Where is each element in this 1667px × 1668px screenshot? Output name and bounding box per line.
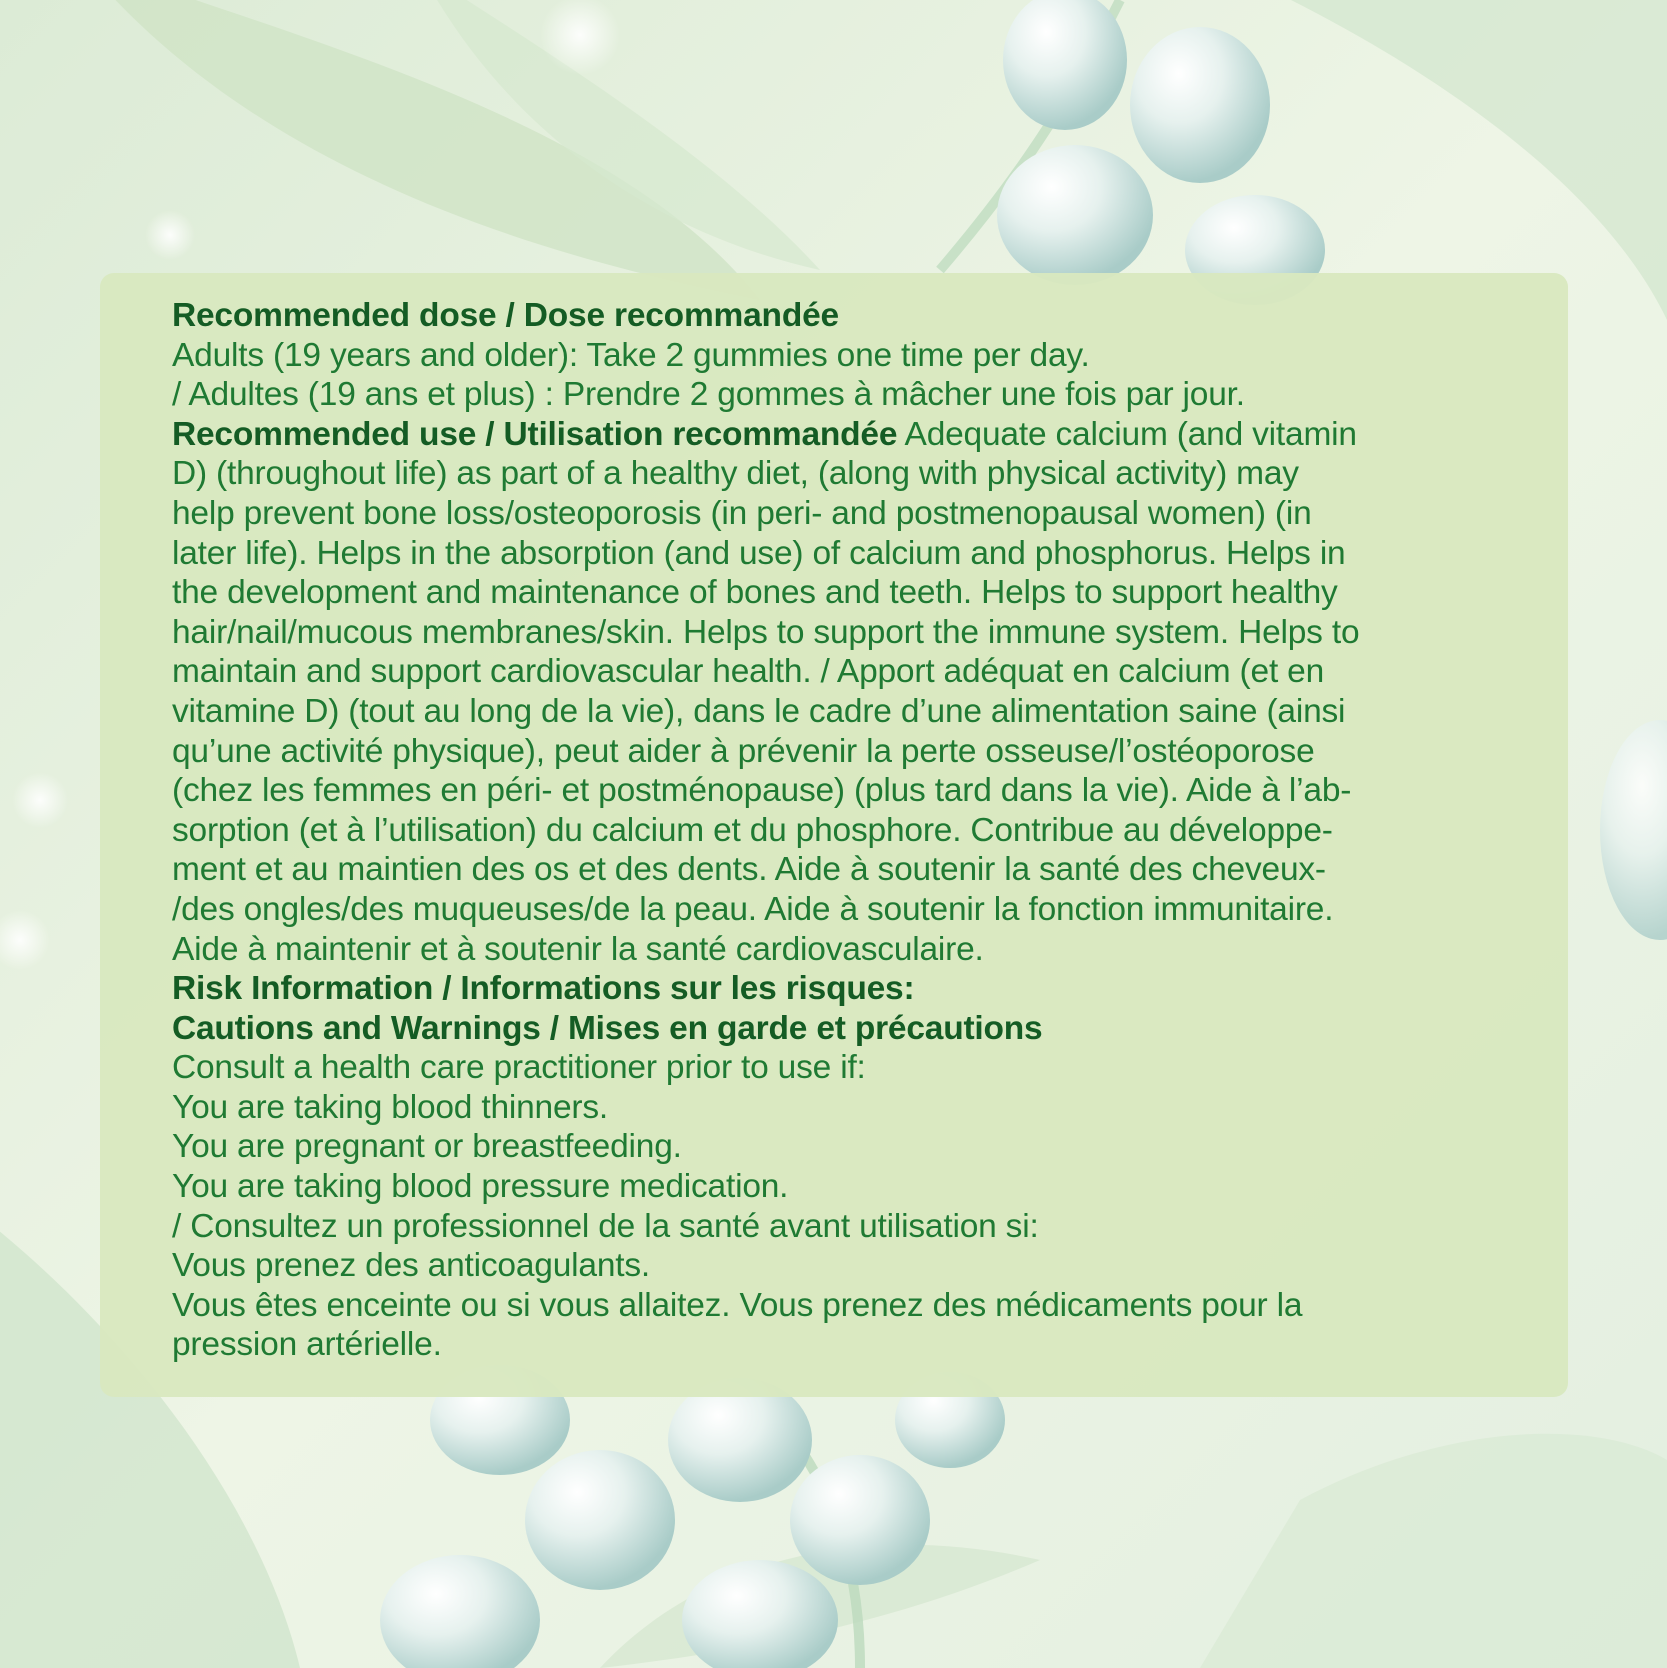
label-text-block <box>172 296 1512 1365</box>
recommended-use-line: /des ongles/des muqueuses/de la peau. Aide à soutenir la fonction immunitaire. <box>172 890 1334 928</box>
risk-line: Vous prenez des anticoagulants. <box>172 1247 651 1285</box>
risk-line: You are taking blood pressure medication. <box>172 1168 789 1206</box>
risk-line: Vous êtes enceinte ou si vous allaitez. Vous prenez des médicaments pour la <box>172 1286 1303 1324</box>
risk-line: pression artérielle. <box>172 1326 442 1364</box>
recommended-use-line: D) (throughout life) as part of a healthy diet, (along with physical activity) may <box>172 455 1299 493</box>
recommended-use-line-1: Adequate calcium (and vitamin <box>897 415 1357 453</box>
risk-line: You are taking blood thinners. <box>172 1088 609 1126</box>
risk-line: Consult a health care practitioner prior to use if: <box>172 1049 866 1087</box>
recommended-use-line: hair/nail/mucous membranes/skin. Helps to support the immune system. Helps to <box>172 613 1360 651</box>
dose-line-en: Adults (19 years and older): Take 2 gummies one time per day. <box>172 336 1090 374</box>
recommended-use-line: help prevent bone loss/osteoporosis (in peri- and postmenopausal women) (in <box>172 494 1312 532</box>
recommended-dose-heading: Recommended dose / Dose recommandée <box>172 297 839 334</box>
recommended-use-line: qu’une activité physique), peut aider à prévenir la perte osseuse/l’ostéoporose <box>172 732 1315 770</box>
cautions-warnings-heading: Cautions and Warnings / Mises en garde et précautions <box>172 1009 1043 1047</box>
recommended-use-heading: Recommended use / Utilisation recommandée <box>172 415 898 453</box>
recommended-use-line: sorption (et à l’utilisation) du calcium et du phosphore. Contribue au développe- <box>172 811 1333 849</box>
recommended-use-line: vitamine D) (tout au long de la vie), dans le cadre d’une alimentation saine (ainsi <box>172 692 1346 730</box>
recommended-use-line: the development and maintenance of bones and teeth. Helps to support healthy <box>172 574 1338 612</box>
risk-line: / Consultez un professionnel de la santé avant utilisation si: <box>172 1207 1039 1245</box>
recommended-use-line: (chez les femmes en péri- et postménopause) (plus tard dans la vie). Aide à l’ab- <box>172 772 1352 810</box>
recommended-use-line: later life). Helps in the absorption (and use) of calcium and phosphorus. Helps in <box>172 534 1346 572</box>
recommended-use-line: Aide à maintenir et à soutenir la santé cardiovasculaire. <box>172 930 984 968</box>
risk-information-heading: Risk Information / Informations sur les risques: <box>172 970 915 1008</box>
recommended-use-first-line <box>172 415 1512 455</box>
dose-line-fr: / Adultes (19 ans et plus) : Prendre 2 gommes à mâcher une fois par jour. <box>172 376 1245 414</box>
recommended-use-line: maintain and support cardiovascular health. / Apport adéquat en calcium (et en <box>172 653 1325 691</box>
risk-line: You are pregnant or breastfeeding. <box>172 1128 682 1166</box>
recommended-use-line: ment et au maintien des os et des dents. Aide à soutenir la santé des cheveux- <box>172 851 1326 889</box>
